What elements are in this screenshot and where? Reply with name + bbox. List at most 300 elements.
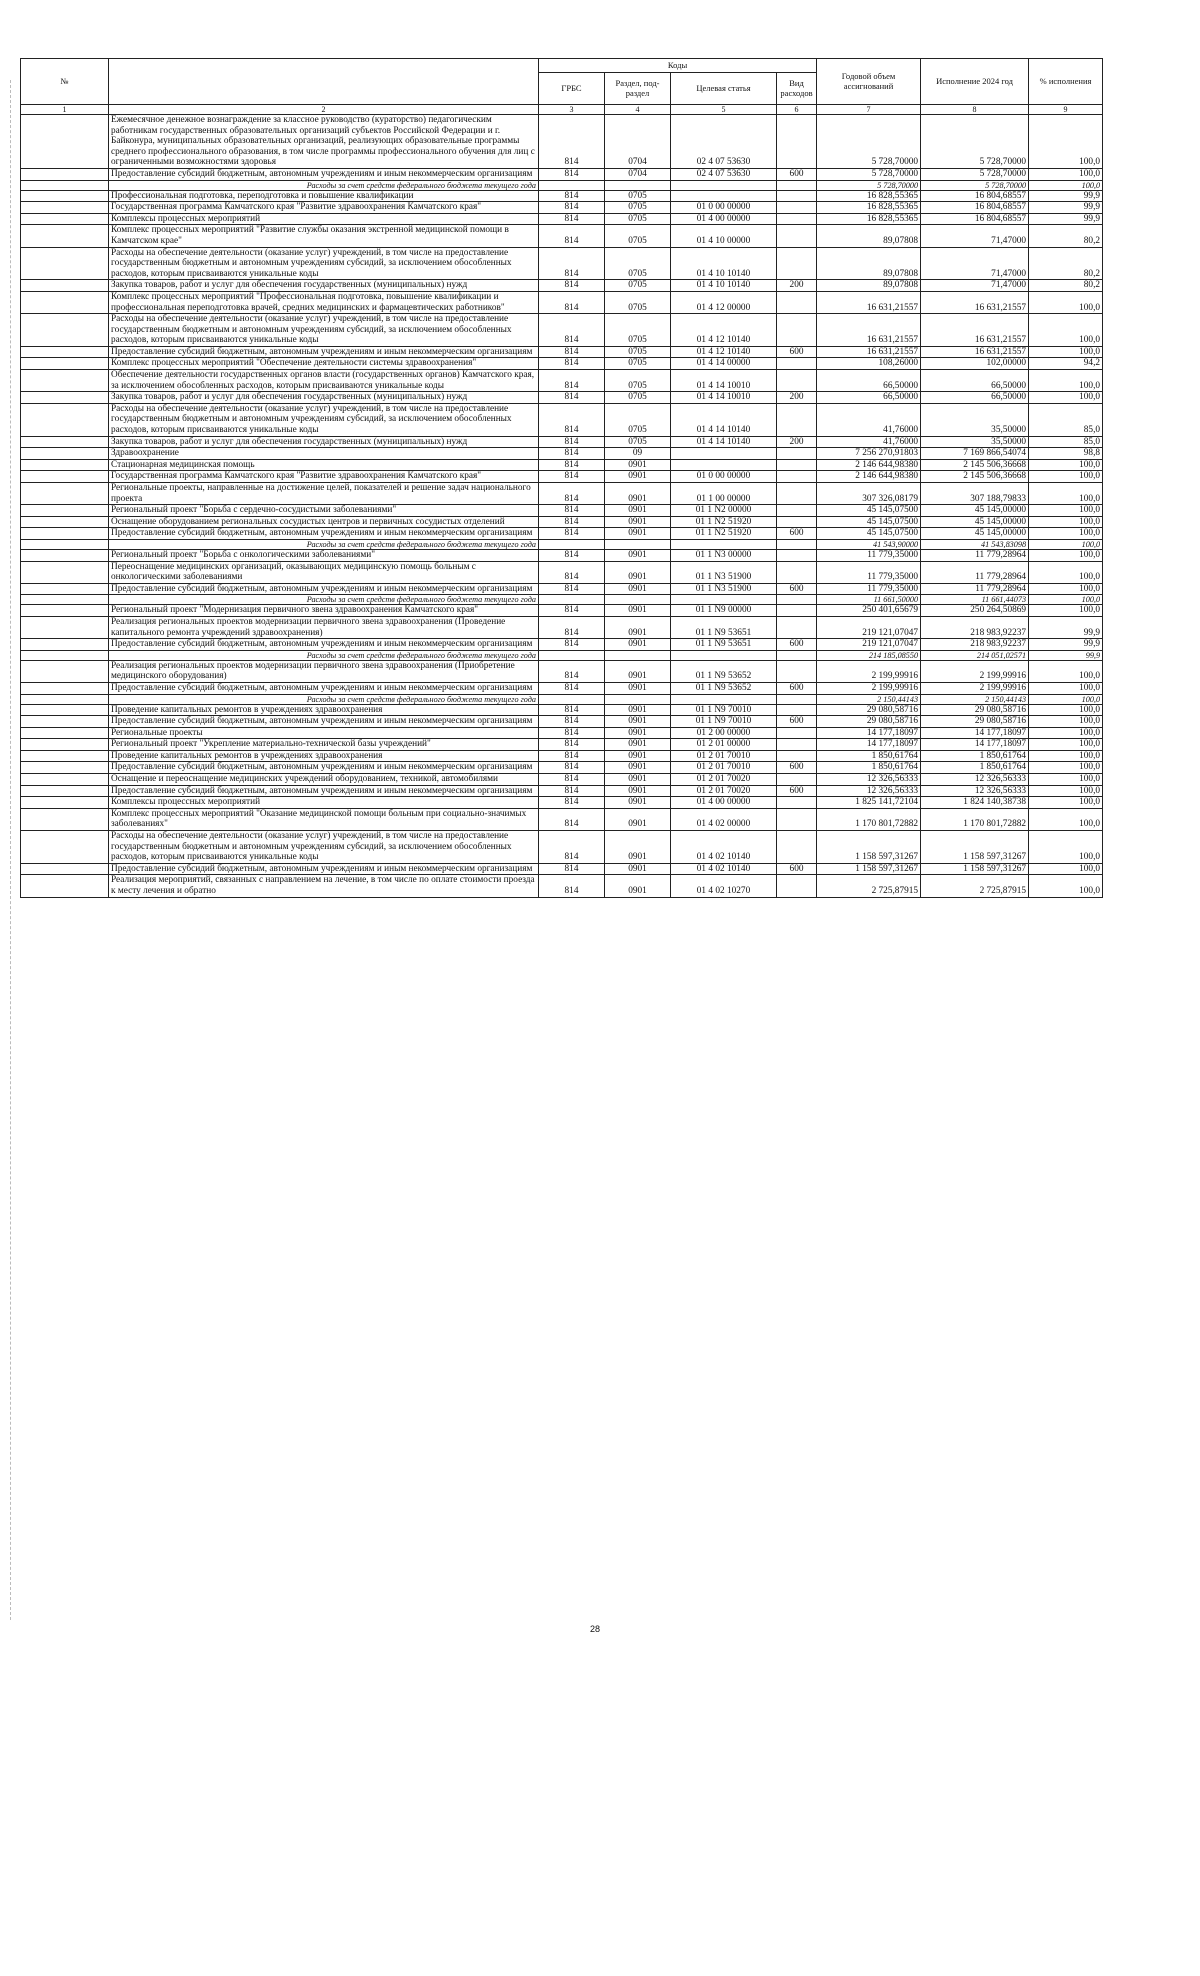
cell-name: Региональные проекты, направленные на достижение целей, показателей и решение задач национального проекта [109, 483, 539, 505]
cell-target-article [671, 650, 777, 660]
cell-exec: 35,50000 [921, 436, 1029, 448]
cell-pct: 98,8 [1029, 448, 1103, 460]
cell-target-article: 01 4 14 10140 [671, 403, 777, 436]
cell-razdel: 0901 [605, 785, 671, 797]
cell-grbs: 814 [539, 392, 605, 404]
cell-expense-type [777, 739, 817, 751]
cell-grbs: 814 [539, 605, 605, 617]
cell-grbs: 814 [539, 483, 605, 505]
cell-pct: 85,0 [1029, 403, 1103, 436]
cell-name: Расходы за счет средств федерального бюджета текущего года [109, 694, 539, 704]
cell-plan: 1 825 141,72104 [817, 797, 921, 809]
cell-num [21, 727, 109, 739]
cell-razdel: 0901 [605, 762, 671, 774]
cell-grbs: 814 [539, 682, 605, 694]
cell-expense-type: 600 [777, 716, 817, 728]
cell-grbs: 814 [539, 190, 605, 202]
cell-target-article [671, 459, 777, 471]
cell-target-article: 01 0 00 00000 [671, 202, 777, 214]
cell-pct: 100,0 [1029, 346, 1103, 358]
cell-expense-type [777, 448, 817, 460]
cell-name: Расходы на обеспечение деятельности (оказание услуг) учреждений, в том числе на предоставление государственным бюджетным и автономным учреждениям субсидий, за исключением обособленных расходов, которым присваиваются уникальные коды [109, 403, 539, 436]
cell-plan: 16 631,21557 [817, 346, 921, 358]
table-row [21, 370, 1103, 392]
cell-exec: 1 850,61764 [921, 750, 1029, 762]
cell-exec: 71,47000 [921, 225, 1029, 247]
table-row [21, 346, 1103, 358]
cell-expense-type [777, 875, 817, 897]
cell-razdel: 0901 [605, 750, 671, 762]
cell-exec: 45 145,00000 [921, 516, 1029, 528]
cell-razdel: 0901 [605, 505, 671, 517]
cell-exec: 35,50000 [921, 403, 1029, 436]
cell-expense-type [777, 831, 817, 864]
cell-exec: 2 199,99916 [921, 660, 1029, 682]
cell-grbs: 814 [539, 549, 605, 561]
cell-plan: 41,76000 [817, 403, 921, 436]
cell-target-article: 01 1 N9 70010 [671, 716, 777, 728]
cell-exec: 16 631,21557 [921, 291, 1029, 313]
table-row [21, 483, 1103, 505]
cell-expense-type [777, 459, 817, 471]
cell-pct: 100,0 [1029, 549, 1103, 561]
cell-exec: 12 326,56333 [921, 785, 1029, 797]
cell-exec: 5 728,70000 [921, 168, 1029, 180]
cell-name: Расходы за счет средств федерального бюджета текущего года [109, 180, 539, 190]
cell-pct: 80,2 [1029, 280, 1103, 292]
cell-name: Комплекс процессных мероприятий "Развитие службы оказания экстренной медицинской помощи в Камчатском крае" [109, 225, 539, 247]
cell-grbs: 814 [539, 459, 605, 471]
table-row [21, 392, 1103, 404]
cell-target-article: 01 1 N9 70010 [671, 704, 777, 716]
cell-exec: 2 725,87915 [921, 875, 1029, 897]
table-row [21, 459, 1103, 471]
cell-grbs: 814 [539, 583, 605, 595]
cell-plan: 2 150,44143 [817, 694, 921, 704]
cell-pct: 100,0 [1029, 483, 1103, 505]
table-row [21, 314, 1103, 347]
table-row [21, 682, 1103, 694]
cell-razdel: 0901 [605, 863, 671, 875]
header-vr: Вид расходов [777, 73, 817, 105]
cell-expense-type: 600 [777, 762, 817, 774]
cell-num [21, 716, 109, 728]
cell-plan: 16 828,55365 [817, 213, 921, 225]
cell-expense-type: 600 [777, 528, 817, 540]
index-cell: 9 [1029, 105, 1103, 115]
cell-expense-type [777, 605, 817, 617]
cell-razdel: 0901 [605, 739, 671, 751]
cell-plan: 1 170 801,72882 [817, 808, 921, 830]
cell-grbs: 814 [539, 785, 605, 797]
cell-target-article [671, 539, 777, 549]
cell-name: Комплекс процессных мероприятий "Оказание медицинской помощи больным при социально-значимых заболеваниях" [109, 808, 539, 830]
cell-expense-type [777, 750, 817, 762]
header-index-row [21, 105, 1103, 115]
cell-num [21, 392, 109, 404]
cell-target-article: 01 4 12 10140 [671, 346, 777, 358]
cell-exec: 218 983,92237 [921, 616, 1029, 638]
table-row [21, 704, 1103, 716]
cell-plan: 41,76000 [817, 436, 921, 448]
cell-plan: 214 185,08550 [817, 650, 921, 660]
cell-pct: 100,0 [1029, 115, 1103, 169]
cell-num [21, 459, 109, 471]
cell-plan: 11 661,50000 [817, 595, 921, 605]
cell-grbs: 814 [539, 471, 605, 483]
cell-plan: 16 631,21557 [817, 314, 921, 347]
cell-pct: 85,0 [1029, 436, 1103, 448]
cell-name: Региональный проект "Укрепление материально-технической базы учреждений" [109, 739, 539, 751]
cell-pct: 100,0 [1029, 583, 1103, 595]
table-subrow [21, 694, 1103, 704]
cell-target-article: 01 1 N9 00000 [671, 605, 777, 617]
index-cell: 2 [109, 105, 539, 115]
cell-name: Оснащение оборудованием региональных сосудистых центров и первичных сосудистых отделений [109, 516, 539, 528]
cell-expense-type [777, 505, 817, 517]
cell-name: Региональный проект "Модернизация первичного звена здравоохранения Камчатского края" [109, 605, 539, 617]
cell-pct: 100,0 [1029, 785, 1103, 797]
cell-expense-type [777, 650, 817, 660]
cell-num [21, 528, 109, 540]
cell-pct: 99,9 [1029, 639, 1103, 651]
cell-num [21, 774, 109, 786]
table-subrow [21, 595, 1103, 605]
cell-razdel: 0705 [605, 202, 671, 214]
cell-expense-type [777, 704, 817, 716]
cell-target-article [671, 595, 777, 605]
cell-pct: 80,2 [1029, 225, 1103, 247]
cell-grbs: 814 [539, 202, 605, 214]
cell-target-article: 01 4 12 00000 [671, 291, 777, 313]
table-row [21, 115, 1103, 169]
cell-plan: 29 080,58716 [817, 704, 921, 716]
cell-razdel: 0705 [605, 436, 671, 448]
cell-num [21, 168, 109, 180]
cell-exec: 16 804,68557 [921, 202, 1029, 214]
cell-target-article: 01 1 N3 51900 [671, 561, 777, 583]
table-row [21, 739, 1103, 751]
cell-razdel [605, 595, 671, 605]
cell-exec: 1 158 597,31267 [921, 863, 1029, 875]
header-razdel: Раздел, под-раздел [605, 73, 671, 105]
cell-exec: 16 804,68557 [921, 213, 1029, 225]
cell-expense-type [777, 314, 817, 347]
cell-exec: 2 150,44143 [921, 694, 1029, 704]
cell-plan: 11 779,35000 [817, 583, 921, 595]
cell-target-article [671, 694, 777, 704]
cell-expense-type [777, 483, 817, 505]
cell-num [21, 694, 109, 704]
cell-num [21, 483, 109, 505]
cell-target-article: 01 1 N2 51920 [671, 528, 777, 540]
cell-pct: 100,0 [1029, 704, 1103, 716]
table-row [21, 225, 1103, 247]
cell-exec: 41 543,83098 [921, 539, 1029, 549]
table-row [21, 549, 1103, 561]
cell-razdel: 0901 [605, 831, 671, 864]
cell-num [21, 436, 109, 448]
cell-grbs: 814 [539, 704, 605, 716]
table-row [21, 358, 1103, 370]
cell-exec: 1 170 801,72882 [921, 808, 1029, 830]
cell-name: Предоставление субсидий бюджетным, автономным учреждениям и иным некоммерческим организациям [109, 762, 539, 774]
cell-num [21, 225, 109, 247]
cell-razdel: 0901 [605, 605, 671, 617]
cell-exec: 102,00000 [921, 358, 1029, 370]
cell-expense-type: 600 [777, 682, 817, 694]
cell-pct: 100,0 [1029, 750, 1103, 762]
cell-razdel: 0705 [605, 291, 671, 313]
cell-pct: 100,0 [1029, 528, 1103, 540]
cell-plan: 16 631,21557 [817, 291, 921, 313]
cell-num [21, 516, 109, 528]
cell-razdel: 0901 [605, 727, 671, 739]
cell-razdel: 0705 [605, 346, 671, 358]
table-row [21, 247, 1103, 280]
cell-grbs: 814 [539, 863, 605, 875]
cell-expense-type [777, 660, 817, 682]
cell-exec: 250 264,50869 [921, 605, 1029, 617]
cell-exec: 71,47000 [921, 247, 1029, 280]
cell-num [21, 831, 109, 864]
cell-plan: 66,50000 [817, 392, 921, 404]
cell-num [21, 660, 109, 682]
cell-expense-type [777, 247, 817, 280]
cell-razdel: 0705 [605, 403, 671, 436]
cell-num [21, 115, 109, 169]
cell-razdel: 0901 [605, 639, 671, 651]
cell-target-article: 01 2 01 70020 [671, 785, 777, 797]
cell-num [21, 314, 109, 347]
cell-name: Реализация региональных проектов модернизации первичного звена здравоохранения (Проведение капитального ремонта учреждений здравоохранения) [109, 616, 539, 638]
cell-grbs: 814 [539, 875, 605, 897]
table-row [21, 471, 1103, 483]
cell-target-article [671, 448, 777, 460]
cell-pct: 100,0 [1029, 808, 1103, 830]
cell-name: Расходы за счет средств федерального бюджета текущего года [109, 595, 539, 605]
cell-target-article: 01 4 10 10140 [671, 247, 777, 280]
cell-grbs: 814 [539, 225, 605, 247]
cell-expense-type: 600 [777, 785, 817, 797]
cell-expense-type [777, 190, 817, 202]
cell-grbs: 814 [539, 448, 605, 460]
cell-razdel [605, 539, 671, 549]
cell-expense-type [777, 595, 817, 605]
table-row [21, 583, 1103, 595]
cell-plan: 12 326,56333 [817, 785, 921, 797]
cell-name: Предоставление субсидий бюджетным, автономным учреждениям и иным некоммерческим организациям [109, 346, 539, 358]
table-row [21, 190, 1103, 202]
cell-razdel: 0705 [605, 280, 671, 292]
cell-name: Предоставление субсидий бюджетным, автономным учреждениям и иным некоммерческим организациям [109, 682, 539, 694]
cell-num [21, 539, 109, 549]
cell-exec: 307 188,79833 [921, 483, 1029, 505]
cell-grbs: 814 [539, 291, 605, 313]
cell-razdel: 0705 [605, 314, 671, 347]
cell-num [21, 549, 109, 561]
table-row [21, 403, 1103, 436]
cell-razdel: 0901 [605, 459, 671, 471]
cell-pct: 100,0 [1029, 605, 1103, 617]
cell-expense-type: 200 [777, 280, 817, 292]
cell-name: Предоставление субсидий бюджетным, автономным учреждениям и иным некоммерческим организациям [109, 639, 539, 651]
cell-name: Государственная программа Камчатского края "Развитие здравоохранения Камчатского края" [109, 471, 539, 483]
cell-name: Региональный проект "Борьба с онкологическими заболеваниями" [109, 549, 539, 561]
cell-grbs: 814 [539, 516, 605, 528]
cell-num [21, 370, 109, 392]
cell-grbs: 814 [539, 358, 605, 370]
cell-target-article: 01 4 00 00000 [671, 213, 777, 225]
cell-expense-type [777, 115, 817, 169]
index-cell: 5 [671, 105, 777, 115]
cell-plan: 89,07808 [817, 247, 921, 280]
cell-razdel: 0901 [605, 483, 671, 505]
cell-num [21, 863, 109, 875]
cell-expense-type [777, 180, 817, 190]
cell-plan: 219 121,07047 [817, 616, 921, 638]
cell-pct: 99,9 [1029, 202, 1103, 214]
table-row [21, 831, 1103, 864]
cell-target-article [671, 190, 777, 202]
cell-plan: 89,07808 [817, 280, 921, 292]
cell-target-article: 01 4 10 10140 [671, 280, 777, 292]
cell-plan: 29 080,58716 [817, 716, 921, 728]
cell-target-article: 01 1 N9 53651 [671, 616, 777, 638]
table-header [21, 59, 1103, 115]
cell-grbs: 814 [539, 346, 605, 358]
table-row [21, 774, 1103, 786]
cell-plan: 1 158 597,31267 [817, 831, 921, 864]
cell-name: Переоснащение медицинских организаций, оказывающих медицинскую помощь больным с онкологическими заболеваниями [109, 561, 539, 583]
index-cell: 8 [921, 105, 1029, 115]
cell-pct: 100,0 [1029, 459, 1103, 471]
cell-pct: 99,9 [1029, 616, 1103, 638]
cell-razdel: 0704 [605, 168, 671, 180]
cell-pct: 100,0 [1029, 291, 1103, 313]
table-row [21, 660, 1103, 682]
cell-plan: 41 543,90000 [817, 539, 921, 549]
cell-pct: 100,0 [1029, 831, 1103, 864]
cell-razdel [605, 694, 671, 704]
cell-target-article: 01 1 N3 00000 [671, 549, 777, 561]
cell-name: Расходы на обеспечение деятельности (оказание услуг) учреждений, в том числе на предоставление государственным бюджетным и автономным учреждениям субсидий, за исключением обособленных расходов, которым присваиваются уникальные коды [109, 314, 539, 347]
table-row [21, 561, 1103, 583]
cell-name: Ежемесячное денежное вознаграждение за классное руководство (кураторство) педагогическим работникам государственных образовательных организаций субъектов Российской Федерации и г. Байконура, муниципальных образовательных организаций, реализующих образовательные программы среднего профессионального образования, в том числе программы профессионального обучения для лиц с ограниченными возможностями здоровья [109, 115, 539, 169]
cell-num [21, 616, 109, 638]
table-row [21, 808, 1103, 830]
cell-exec: 71,47000 [921, 280, 1029, 292]
cell-expense-type: 600 [777, 583, 817, 595]
cell-num [21, 180, 109, 190]
cell-exec: 45 145,00000 [921, 528, 1029, 540]
cell-num [21, 605, 109, 617]
cell-plan: 7 256 270,91803 [817, 448, 921, 460]
cell-exec: 66,50000 [921, 370, 1029, 392]
cell-name: Региональные проекты [109, 727, 539, 739]
cell-expense-type [777, 561, 817, 583]
cell-grbs: 814 [539, 168, 605, 180]
cell-name: Проведение капитальных ремонтов в учреждениях здравоохранения [109, 750, 539, 762]
table-row [21, 528, 1103, 540]
cell-exec: 2 199,99916 [921, 682, 1029, 694]
index-cell: 7 [817, 105, 921, 115]
cell-plan: 89,07808 [817, 225, 921, 247]
cell-name: Оснащение и переоснащение медицинских учреждений оборудованием, техникой, автомобилями [109, 774, 539, 786]
cell-num [21, 797, 109, 809]
cell-name: Предоставление субсидий бюджетным, автономным учреждениям и иным некоммерческим организациям [109, 863, 539, 875]
cell-plan: 1 850,61764 [817, 762, 921, 774]
cell-num [21, 280, 109, 292]
cell-exec: 2 145 506,36668 [921, 471, 1029, 483]
cell-pct: 100,0 [1029, 727, 1103, 739]
cell-exec: 14 177,18097 [921, 727, 1029, 739]
index-cell: 1 [21, 105, 109, 115]
cell-pct: 100,0 [1029, 762, 1103, 774]
cell-exec: 14 177,18097 [921, 739, 1029, 751]
table-row [21, 280, 1103, 292]
cell-name: Реализация региональных проектов модернизации первичного звена здравоохранения (Приобретение медицинского оборудования) [109, 660, 539, 682]
header-grbs: ГРБС [539, 73, 605, 105]
cell-expense-type [777, 797, 817, 809]
cell-num [21, 471, 109, 483]
cell-razdel [605, 650, 671, 660]
cell-grbs: 814 [539, 831, 605, 864]
cell-name: Расходы за счет средств федерального бюджета текущего года [109, 539, 539, 549]
cell-expense-type [777, 291, 817, 313]
cell-name: Комплексы процессных мероприятий [109, 797, 539, 809]
cell-num [21, 561, 109, 583]
cell-plan: 2 725,87915 [817, 875, 921, 897]
header-cs: Целевая статья [671, 73, 777, 105]
cell-expense-type: 600 [777, 639, 817, 651]
cell-target-article: 01 4 14 10010 [671, 392, 777, 404]
cell-razdel: 0901 [605, 875, 671, 897]
cell-name: Предоставление субсидий бюджетным, автономным учреждениям и иным некоммерческим организациям [109, 716, 539, 728]
cell-num [21, 202, 109, 214]
cell-target-article: 01 1 N9 53652 [671, 682, 777, 694]
cell-pct: 99,9 [1029, 190, 1103, 202]
cell-grbs: 814 [539, 762, 605, 774]
cell-exec: 16 631,21557 [921, 314, 1029, 347]
table-row [21, 639, 1103, 651]
cell-razdel: 0705 [605, 213, 671, 225]
cell-plan: 14 177,18097 [817, 739, 921, 751]
cell-plan: 1 850,61764 [817, 750, 921, 762]
cell-razdel: 0901 [605, 682, 671, 694]
cell-grbs: 814 [539, 808, 605, 830]
cell-num [21, 785, 109, 797]
cell-plan: 5 728,70000 [817, 115, 921, 169]
cell-pct: 100,0 [1029, 561, 1103, 583]
cell-num [21, 247, 109, 280]
header-exec: Исполнение 2024 год [921, 59, 1029, 105]
cell-target-article: 01 1 N9 53652 [671, 660, 777, 682]
table-row [21, 291, 1103, 313]
cell-name: Предоставление субсидий бюджетным, автономным учреждениям и иным некоммерческим организациям [109, 168, 539, 180]
index-cell: 6 [777, 105, 817, 115]
cell-pct: 100,0 [1029, 660, 1103, 682]
cell-target-article: 01 1 N3 51900 [671, 583, 777, 595]
index-cell: 3 [539, 105, 605, 115]
cell-pct: 100,0 [1029, 595, 1103, 605]
cell-razdel: 0705 [605, 247, 671, 280]
cell-plan: 307 326,08179 [817, 483, 921, 505]
cell-num [21, 650, 109, 660]
cell-plan: 11 779,35000 [817, 549, 921, 561]
cell-name: Закупка товаров, работ и услуг для обеспечения государственных (муниципальных) нужд [109, 280, 539, 292]
cell-name: Расходы на обеспечение деятельности (оказание услуг) учреждений, в том числе на предоставление государственным бюджетным и автономным учреждениям субсидий, за исключением обособленных расходов, которым присваиваются уникальные коды [109, 247, 539, 280]
